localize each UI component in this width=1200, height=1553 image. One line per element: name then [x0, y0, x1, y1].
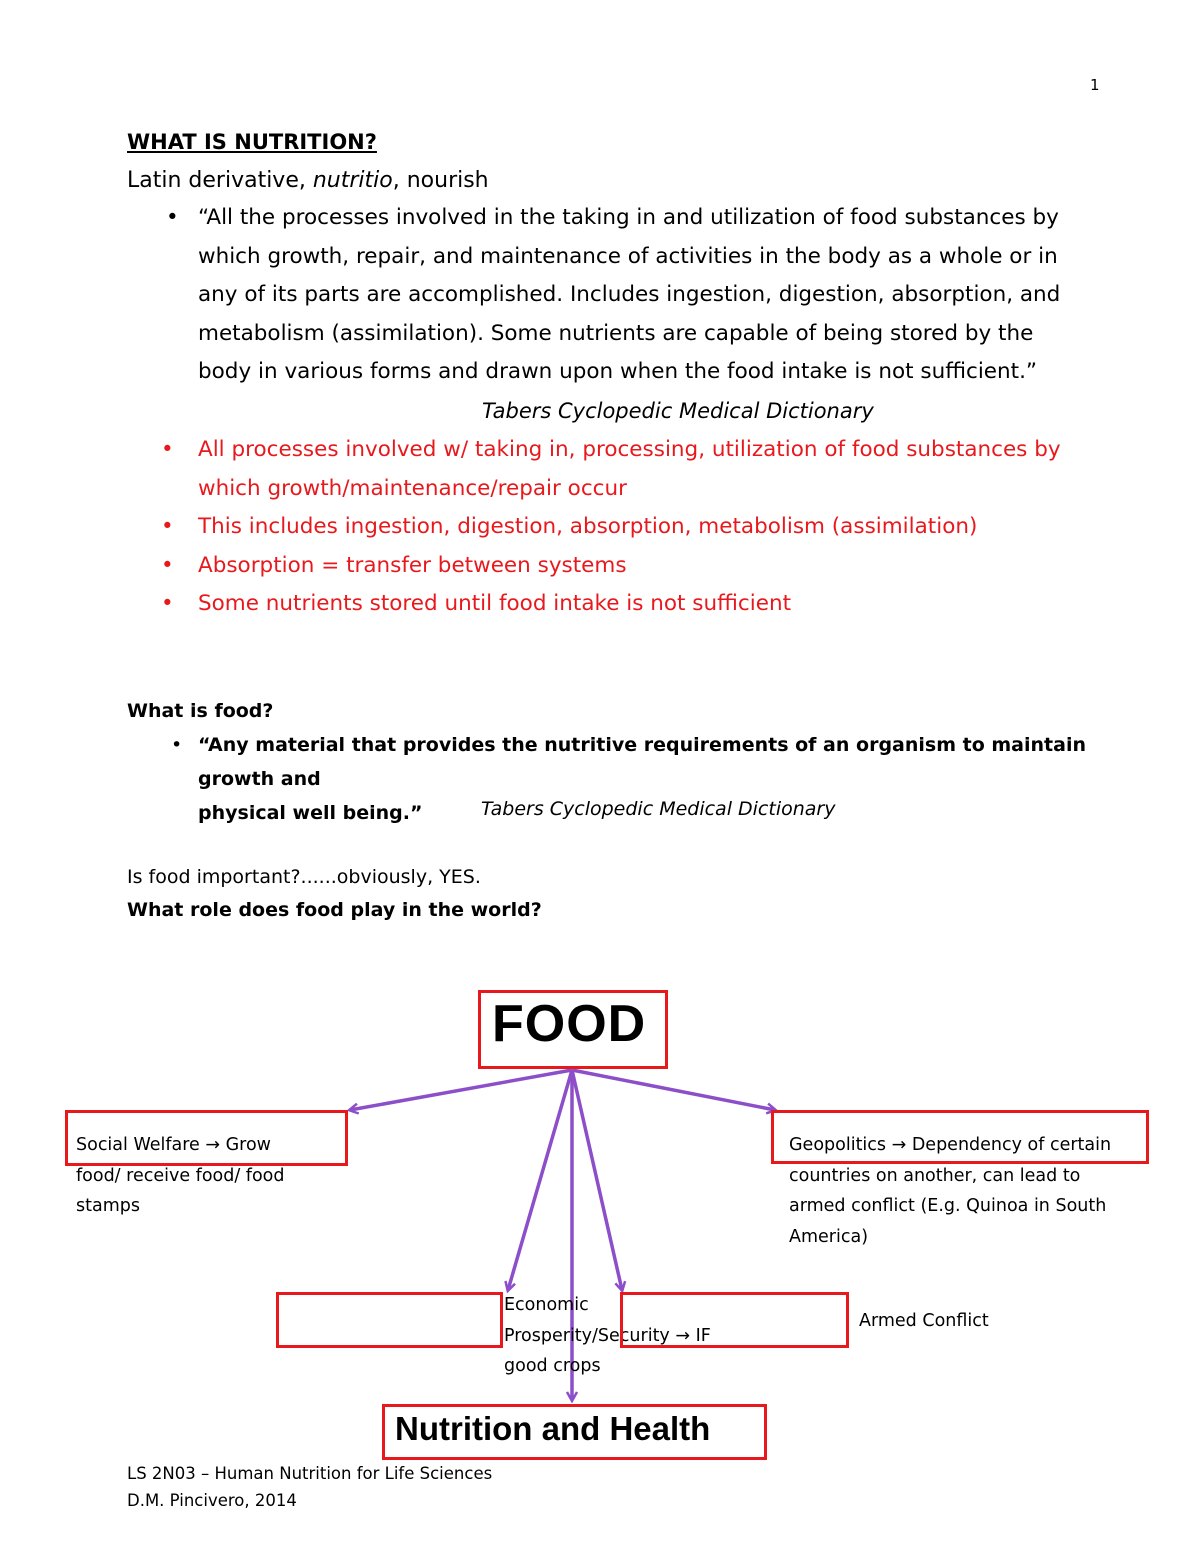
summary-bullet-line: All processes involved w/ taking in, processing, utilization of food substances by [198, 437, 1061, 462]
footer-author: D.M. Pincivero, 2014 [127, 1491, 297, 1510]
economic-line: Economic [504, 1295, 589, 1315]
armed-conflict-text: Armed Conflict [859, 1311, 989, 1331]
summary-bullet-line: Some nutrients stored until food intake is not sufficient [198, 591, 792, 616]
quote-line: body in various forms and drawn upon when the food intake is not sufficient.” [198, 359, 1038, 384]
bullet-icon: • [166, 205, 179, 230]
quote-line: “All the processes involved in the taking in and utilization of food substances by [198, 205, 1059, 230]
economic-line: Prosperity/Security → IF [504, 1325, 711, 1346]
bullet-icon: • [161, 552, 174, 578]
summary-bullet-line: which growth/maintenance/repair occur [198, 475, 627, 501]
bullet-icon: • [161, 514, 174, 539]
geopolitics-line: Geopolitics → Dependency of certain [789, 1135, 1112, 1155]
food-quote-source: Tabers Cyclopedic Medical Dictionary [481, 798, 836, 820]
summary-bullet-line: This includes ingestion, digestion, absorption, metabolism (assimilation) [198, 514, 978, 539]
geopolitics-line: countries on another, can lead to [789, 1165, 1081, 1186]
footer-course: LS 2N03 – Human Nutrition for Life Sciences [127, 1464, 493, 1483]
intro-prefix: Latin derivative, [127, 168, 313, 193]
quote-line: any of its parts are accomplished. Includes ingestion, digestion, absorption, and [198, 282, 1061, 307]
economic-box [276, 1292, 503, 1348]
question-role: What role does food play in the world? [127, 899, 542, 921]
geopolitics-line: armed conflict (E.g. Quinoa in South [789, 1196, 1107, 1216]
armed-conflict-box [620, 1292, 849, 1348]
bullet-icon: • [161, 437, 174, 462]
food-quote-line: “Any material that provides the nutritive requirements of an organism to maintain growth and [198, 734, 1086, 790]
social-welfare-line: Social Welfare → Grow [76, 1135, 271, 1155]
quote-line: metabolism (assimilation). Some nutrients are capable of being stored by the [198, 320, 1034, 346]
nutrition-health-label: Nutrition and Health [395, 1410, 711, 1447]
economic-line: good crops [504, 1356, 601, 1376]
food-label: FOOD [492, 995, 647, 1053]
arrow-to-armed-conflict [572, 1070, 622, 1290]
summary-bullet-line: Absorption = transfer between systems [198, 552, 627, 578]
social-welfare-text [76, 1130, 284, 1222]
arrow-to-geopolitics [572, 1070, 775, 1110]
social-welfare-line: food/ receive food/ food [76, 1165, 285, 1186]
page-title: WHAT IS NUTRITION? [127, 130, 377, 154]
arrow-to-social-welfare [350, 1070, 572, 1110]
quote-line: which growth, repair, and maintenance of activities in the body as a whole or in [198, 243, 1058, 269]
bullet-icon: • [171, 734, 183, 756]
bullet-icon: • [161, 591, 174, 616]
social-welfare-line: stamps [76, 1196, 140, 1216]
food-section-heading: What is food? [127, 700, 274, 722]
intro-latin-word: nutritio [312, 168, 393, 193]
food-quote-line: physical well being.” [198, 802, 423, 824]
geopolitics-line: America) [789, 1226, 869, 1247]
intro-suffix: , nourish [392, 168, 489, 193]
quote-source: Tabers Cyclopedic Medical Dictionary [482, 398, 874, 423]
page-number: 1 [1090, 76, 1100, 94]
arrow-to-economic [508, 1070, 572, 1290]
geopolitics-text [789, 1130, 1111, 1252]
question-importance: Is food important?......obviously, YES. [127, 866, 481, 888]
